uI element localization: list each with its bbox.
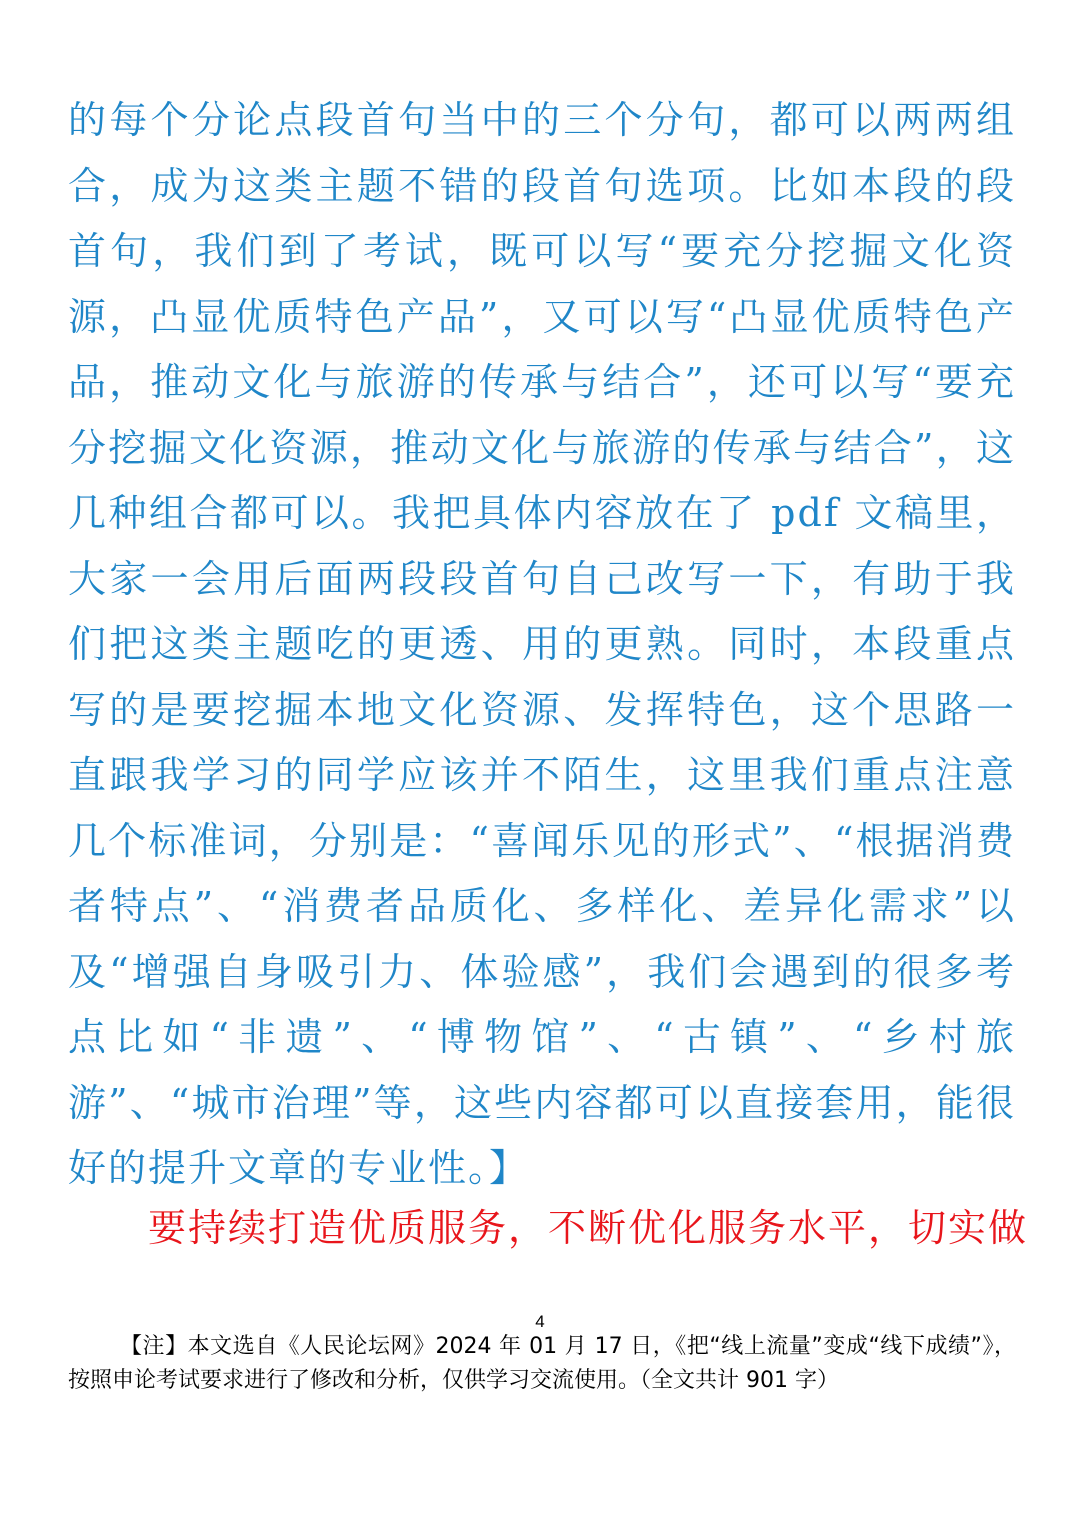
highlighted-thesis-sentence: 要持续打造优质服务，不断优化服务水平，切实做 xyxy=(148,1206,1029,1250)
page-number: 4 xyxy=(535,1312,545,1331)
analysis-paragraph: 的每个分论点段首句当中的三个分句，都可以两两组合，成为这类主题不错的段首句选项。比如本段的段首句，我们到了考试，既可以写“要充分挖掘文化资源，凸显优质特色产品”，又可以写“凸显优质特色产品，推动文化与旅游的传承与结合”，还可以写“要充分挖掘文化资源，推动文化与旅游的传承与结合”，这几种组合都可以。我把具体内容放在了 pdf 文稿里，大家一会用后面两段段首句自己改写一下，有助于我们把这类主题吃的更透、用的更熟。同时，本段重点写的是要挖掘本地文化资源、发挥特色，这个思路一直跟我学习的同学应该并不陌生，这里我们重点注意几个标准词，分别是：“喜闻乐见的形式”、“根据消费者特点”、“消费者品质化、多样化、差异化需求”以及“增强自身吸引力、体验感”，我们会遇到的很多考点比如“非遗”、“博物馆”、“古镇”、“乡村旅游”、“城市治理”等，这些内容都可以直接套用，能很好的提升文章的专业性。】 xyxy=(68,98,1016,1190)
source-footnote: 【注】本文选自《人民论坛网》2024 年 01 月 17 日，《把“线上流量”变成“线下成绩”》，按照申论考试要求进行了修改和分析，仅供学习交流使用。（全文共计 901 字） xyxy=(68,1334,1016,1393)
